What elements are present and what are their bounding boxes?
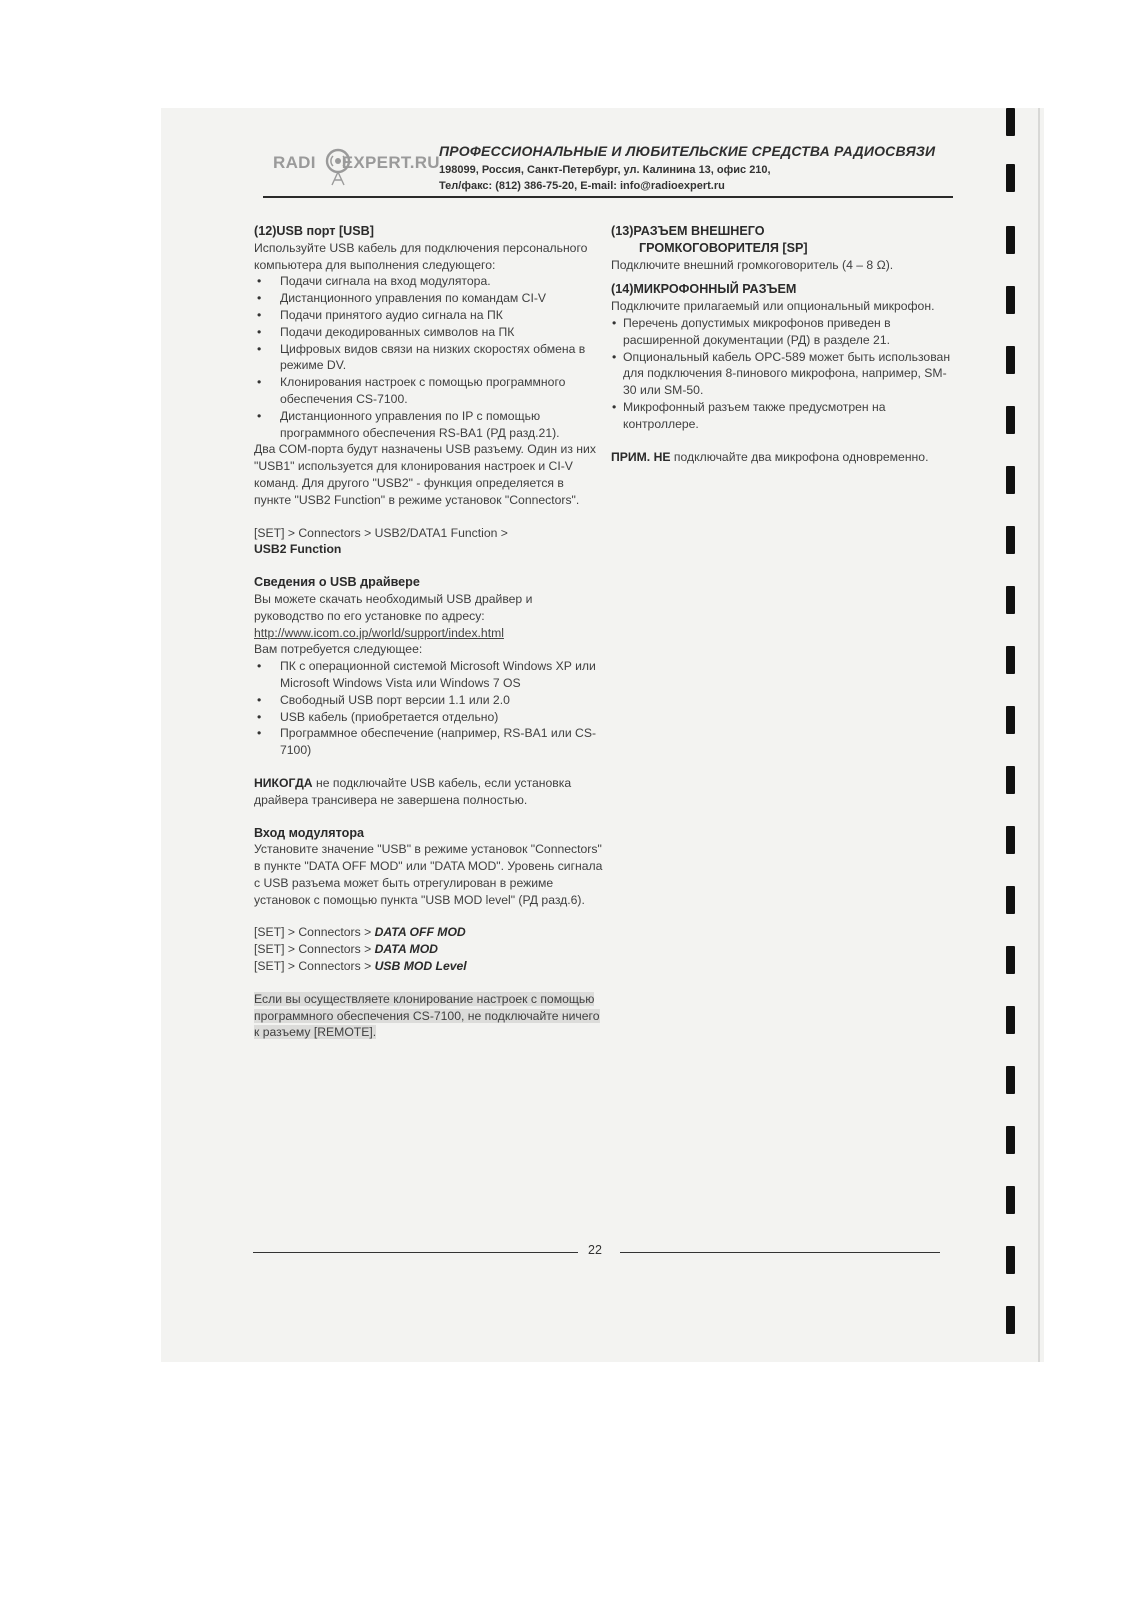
list-item: • Дистанционного управления по командам CI-V — [254, 290, 604, 307]
page-header — [263, 135, 953, 197]
list-item: • Перечень допустимых микрофонов приведен в расширенной документации (РД) в разделе 21. — [611, 315, 956, 349]
index-tab — [1006, 108, 1015, 136]
index-tab — [1006, 646, 1015, 674]
radioexpert-logo — [273, 147, 443, 183]
com-ports-text: Два COM-порта будут назначены USB разъему. Один из них "USB1" используется для клонирования настроек и CI-V команд. Для другого "USB2" - функция определяется в пункте "USB2 Function" в режиме установок "Connectors". — [254, 442, 596, 507]
list-item: • Опциональный кабель OPC-589 может быть использован для подключения 8-пинового микрофона, например, SM-30 или SM-50. — [611, 349, 956, 399]
left-column — [254, 223, 604, 1041]
requirements-intro: Вам потребуется следующее: — [254, 642, 423, 657]
usb-uses-list — [254, 273, 604, 441]
header-divider — [263, 196, 953, 198]
page-number: 22 — [588, 1243, 602, 1257]
antenna-icon — [324, 147, 352, 187]
usb-port-heading: (12)USB порт [USB] — [254, 224, 374, 238]
set-path — [254, 958, 604, 975]
index-tab — [1006, 1066, 1015, 1094]
list-item: • Свободный USB порт версии 1.1 или 2.0 — [254, 692, 604, 709]
index-tab — [1006, 406, 1015, 434]
index-tab — [1006, 946, 1015, 974]
never-warning — [254, 775, 604, 809]
index-tab — [1006, 1006, 1015, 1034]
path-prefix: [SET] > Connectors > USB2/DATA1 Function > — [254, 525, 508, 540]
path-prefix: [SET] > Connectors > — [254, 942, 375, 957]
requirements-list — [254, 658, 604, 759]
logo-text-right: EXPERT.RU — [341, 153, 440, 172]
cloning-note: Если вы осуществляете клонирование настроек с помощью программного обеспечения CS-7100, не подключайте ничего к разъему [REMOTE]. — [254, 991, 600, 1040]
footer-divider-right — [620, 1252, 940, 1253]
speaker-heading-line2: ГРОМКОГОВОРИТЕЛЯ [SP] — [639, 240, 808, 255]
index-tab — [1006, 826, 1015, 854]
usb-driver-text: Вы можете скачать необходимый USB драйвер и руководство по его установке по адресу: — [254, 591, 533, 623]
list-item: • Дистанционного управления по IP с помощью программного обеспечения RS-BA1 (РД разд.21). — [254, 408, 604, 442]
path-target: DATA OFF MOD — [374, 925, 466, 940]
list-item: • Подачи декодированных символов на ПК — [254, 324, 604, 341]
mic-heading: (14)МИКРОФОННЫЙ РАЗЪЕМ — [611, 282, 797, 297]
usb-driver-heading: Сведения о USB драйвере — [254, 575, 420, 590]
index-tab — [1006, 766, 1015, 794]
icom-support-link[interactable]: http://www.icom.co.jp/world/support/index.html — [254, 625, 504, 640]
list-item: • Клонирования настроек с помощью программного обеспечения CS-7100. — [254, 374, 604, 408]
list-item: • Программное обеспечение (например, RS-BA1 или CS-7100) — [254, 725, 604, 759]
speaker-text: Подключите внешний громкоговоритель (4 – 8 Ω). — [611, 257, 894, 272]
path-target: USB2 Function — [254, 542, 342, 557]
list-item: • USB кабель (приобретается отдельно) — [254, 709, 604, 726]
header-address: 198099, Россия, Санкт-Петербург, ул. Калинина 13, офис 210, — [439, 164, 771, 176]
index-tab — [1006, 346, 1015, 374]
usb2-function-path — [254, 525, 604, 559]
mic-notes-list — [611, 315, 956, 433]
path-prefix: [SET] > Connectors > — [254, 925, 375, 940]
index-tab — [1006, 586, 1015, 614]
list-item: • ПК с операционной системой Microsoft Windows XP или Microsoft Windows Vista или Windows 7 OS — [254, 658, 604, 692]
index-tab — [1006, 1186, 1015, 1214]
modulator-input-heading: Вход модулятора — [254, 825, 365, 840]
usb-intro: Используйте USB кабель для подключения персонального компьютера для выполнения следующего: — [254, 240, 588, 272]
never-label: НИКОГДА — [254, 775, 313, 790]
speaker-heading: (13)РАЗЪЕМ ВНЕШНЕГО — [611, 224, 765, 238]
index-tab — [1006, 286, 1015, 314]
footer-divider-left — [253, 1252, 578, 1253]
index-tab — [1006, 1306, 1015, 1334]
index-tab — [1006, 706, 1015, 734]
index-tab — [1006, 466, 1015, 494]
path-target: DATA MOD — [374, 942, 438, 957]
logo-text-left: RADI — [273, 153, 316, 172]
path-target: USB MOD Level — [374, 959, 467, 974]
index-tabs — [1006, 100, 1020, 1360]
modulator-input-text: Установите значение "USB" в режиме установок "Connectors" в пункте "DATA OFF MOD" или "DATA MOD". Уровень сигнала с USB разъема может быть отрегулирован в режиме установок с помощью пункта "USB MOD level" (РД разд.6). — [254, 842, 603, 907]
header-contact: Тел/факс: (812) 386-75-20, E-mail: info@radioexpert.ru — [439, 180, 725, 192]
note-text: подключайте два микрофона одновременно. — [670, 449, 929, 464]
index-tab — [1006, 226, 1015, 254]
right-column — [611, 223, 956, 465]
header-title: ПРОФЕССИОНАЛЬНЫЕ И ЛЮБИТЕЛЬСКИЕ СРЕДСТВА РАДИОСВЯЗИ — [439, 143, 936, 159]
index-tab — [1006, 1246, 1015, 1274]
set-path — [254, 924, 604, 941]
list-item: • Подачи принятого аудио сигнала на ПК — [254, 307, 604, 324]
mic-warning — [611, 449, 956, 466]
path-prefix: [SET] > Connectors > — [254, 959, 375, 974]
list-item: • Цифровых видов связи на низких скоростях обмена в режиме DV. — [254, 341, 604, 375]
never-text: не подключайте USB кабель, если установка драйвера трансивера не завершена полностью. — [254, 775, 572, 807]
set-path — [254, 941, 604, 958]
index-tab — [1006, 526, 1015, 554]
index-tab — [1006, 164, 1015, 192]
index-tab — [1006, 1126, 1015, 1154]
note-label: ПРИМ. НЕ — [611, 449, 671, 464]
list-item: • Микрофонный разъем также предусмотрен на контроллере. — [611, 399, 956, 433]
list-item: • Подачи сигнала на вход модулятора. — [254, 273, 604, 290]
index-tab — [1006, 886, 1015, 914]
mic-text: Подключите прилагаемый или опциональный микрофон. — [611, 299, 935, 314]
page-edge — [1038, 108, 1040, 1362]
